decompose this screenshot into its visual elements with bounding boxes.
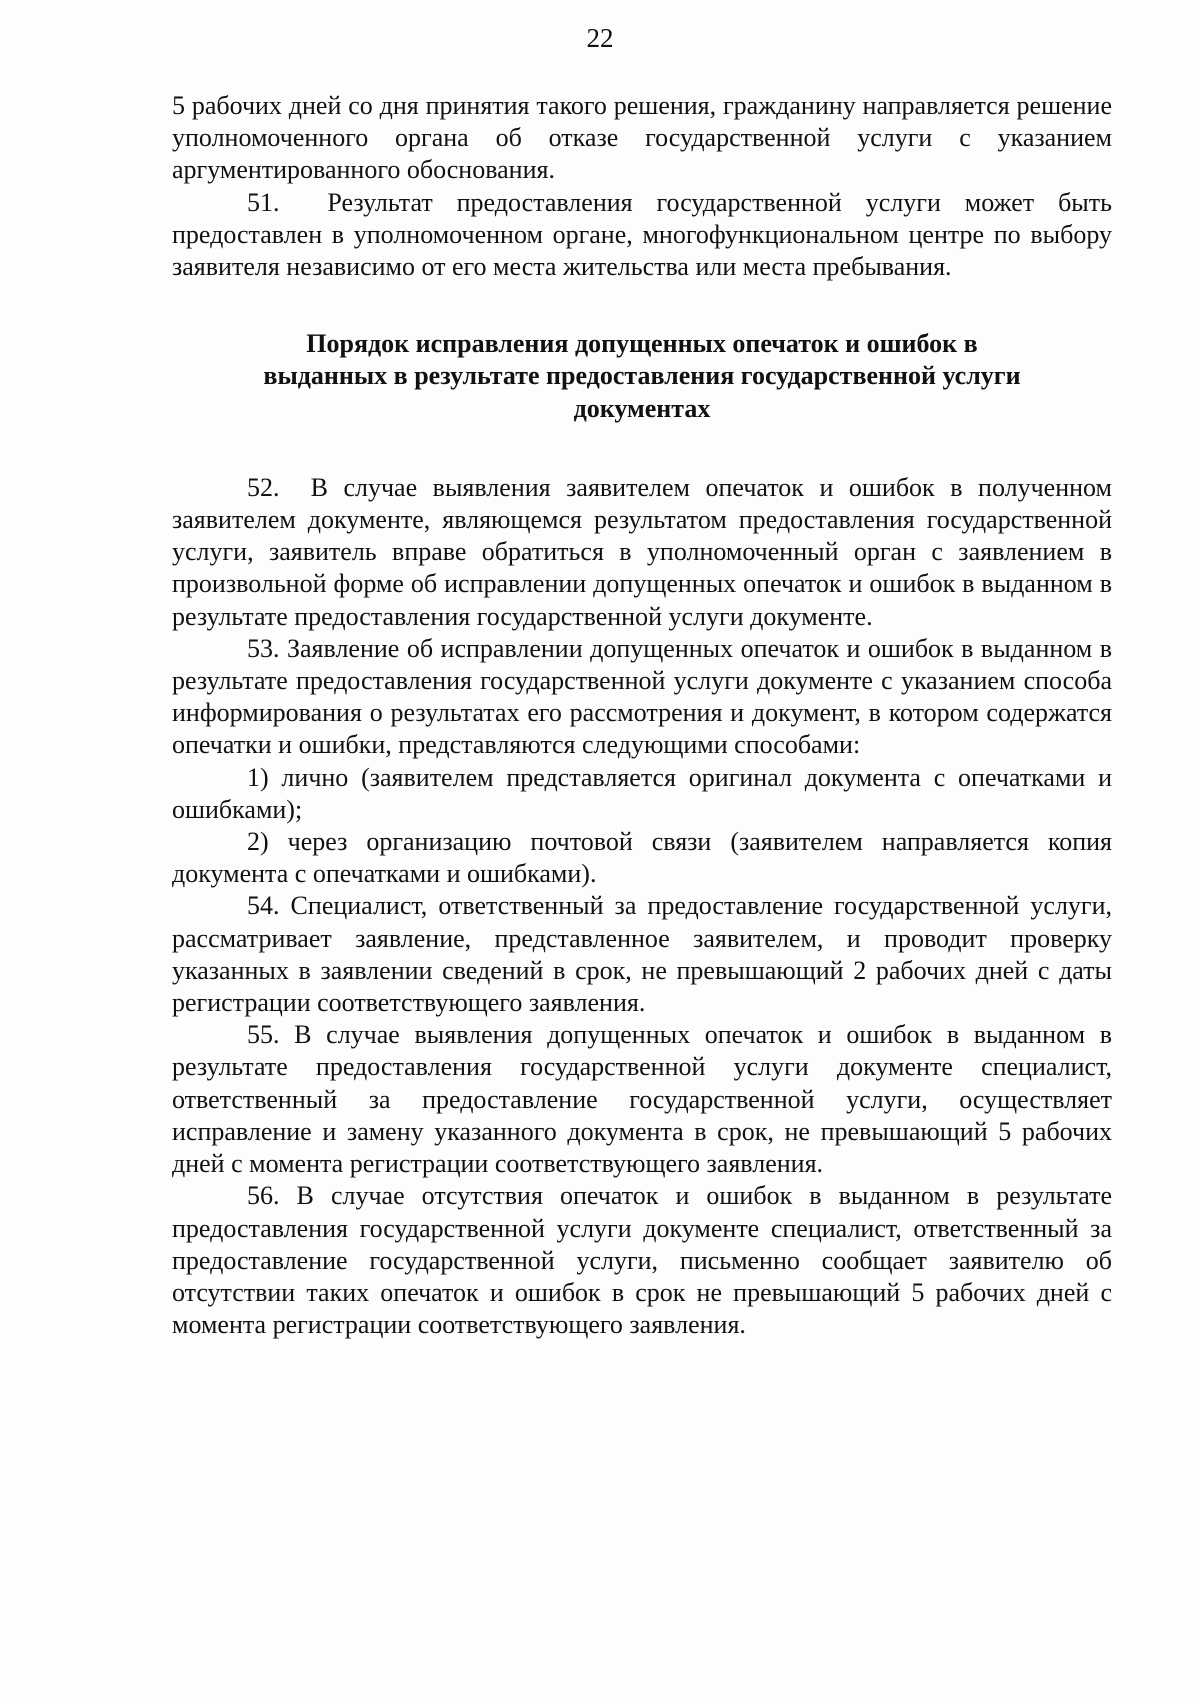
document-body xyxy=(172,90,1119,1341)
paragraph-53-item-2: 2) через организацию почтовой связи (заявителем направляется копия документа с опечатками и ошибками). xyxy=(172,827,1112,889)
paragraph-continuation: 5 рабочих дней со дня принятия такого решения, гражданину направляется решение уполномоченного органа об отказе государственной услуги с указанием аргументированного обоснования. xyxy=(172,91,1112,185)
page-number: 22 xyxy=(586,23,614,53)
paragraph-53-item-1: 1) лично (заявителем представляется оригинал документа с опечатками и ошибками); xyxy=(172,762,1112,824)
paragraph-53: 53. Заявление об исправлении допущенных опечаток и ошибок в выданном в результате предоставления государственной услуги документе с указанием способа информирования о результатах его рассмотрения и документ, в котором содержатся опечатки и ошибки, представляются следующими способами: xyxy=(172,633,1112,760)
section-heading-line-2: выданных в результате предоставления государственной услуги xyxy=(263,361,1021,391)
paragraph-52: 52. В случае выявления заявителем опечаток и ошибок в полученном заявителем документе, являющемся результатом предоставления государственной услуги, заявитель вправе обратиться в уполномоченный орган с заявлением в произвольной форме об исправлении допущенных опечаток и ошибок в выданном в результате предоставления государственной услуги документе. xyxy=(172,472,1119,631)
section-heading xyxy=(172,328,1112,425)
paragraph-51: 51. Результат предоставления государственной услуги может быть предоставлен в уполномоченном органе, многофункциональном центре по выбору заявителя независимо от его места жительства или места пребывания. xyxy=(172,187,1119,282)
paragraph-55: 55. В случае выявления допущенных опечаток и ошибок в выданном в результате предоставления государственной услуги документе специалист, ответственный за предоставление государственной услуги, осуществляет исправление и замену указанного документа в срок, не превышающий 5 рабочих дней с момента регистрации соответствующего заявления. xyxy=(172,1020,1112,1179)
paragraph-56: 56. В случае отсутствия опечаток и ошибок в выданном в результате предоставления государственной услуги документе специалист, ответственный за предоставление государственной услуги, письменно сообщает заявителю об отсутствии таких опечаток и ошибок в срок не превышающий 5 рабочих дней с момента регистрации соответствующего заявления. xyxy=(172,1181,1112,1340)
paragraph-54: 54. Специалист, ответственный за предоставление государственной услуги, рассматривает заявление, представленное заявителем, и проводит проверку указанных в заявлении сведений в срок, не превышающий 2 рабочих дней с даты регистрации соответствующего заявления. xyxy=(172,891,1112,1018)
section-heading-line-1: Порядок исправления допущенных опечаток и ошибок в xyxy=(306,329,978,359)
section-heading-line-3: документах xyxy=(573,393,711,423)
